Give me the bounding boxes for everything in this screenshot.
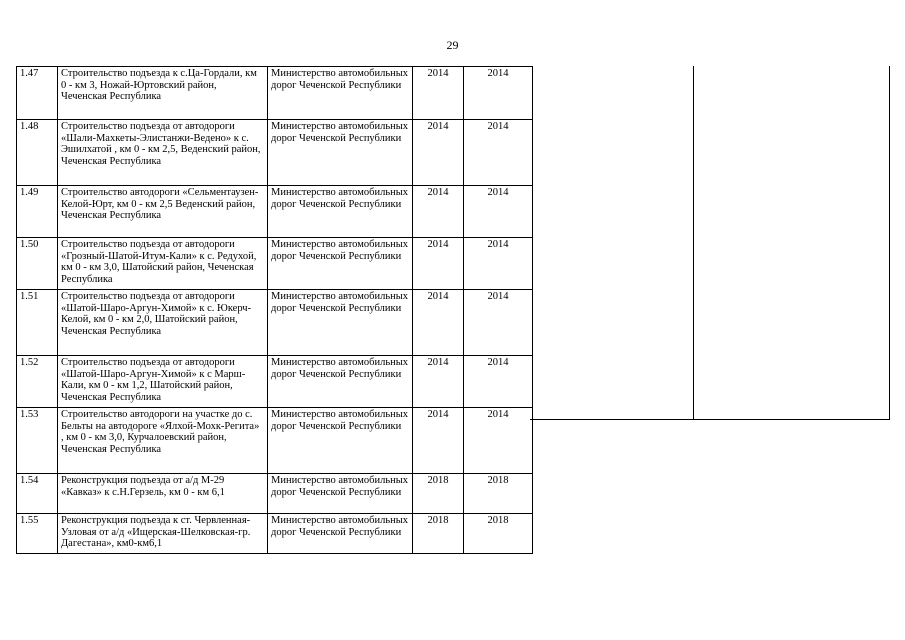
end-year: 2014 [464,408,533,474]
executor: Министерство автомобильных дорог Чеченской Республики [268,120,413,186]
executor: Министерство автомобильных дорог Чеченской Республики [268,408,413,474]
project-name: Реконструкция подъезда к ст. Червленная-Узловая от а/д «Ищерская-Шелковская-гр. Дагестана», км0-км6,1 [58,514,268,554]
row-number: 1.54 [17,474,58,514]
row-number: 1.48 [17,120,58,186]
row-number: 1.53 [17,408,58,474]
start-year: 2014 [413,408,464,474]
project-name: Строительство автодороги «Сельментаузен-Келой-Юрт, км 0 - км 2,5 Веденский район, Чеченская Республика [58,186,268,238]
program-table [16,66,533,554]
project-name: Реконструкция подъезда от а/д М-29 «Кавказ» к с.Н.Герзель, км 0 - км 6,1 [58,474,268,514]
start-year: 2014 [413,356,464,408]
start-year: 2018 [413,514,464,554]
end-year: 2014 [464,120,533,186]
end-year: 2018 [464,514,533,554]
table-row [17,514,533,554]
executor: Министерство автомобильных дорог Чеченской Республики [268,238,413,290]
row-number: 1.47 [17,67,58,120]
executor: Министерство автомобильных дорог Чеченской Республики [268,514,413,554]
start-year: 2014 [413,120,464,186]
project-name: Строительство подъезда к с.Ца-Гордали, км 0 - км 3, Ножай-Юртовский район, Чеченская Республика [58,67,268,120]
executor: Министерство автомобильных дорог Чеченской Республики [268,356,413,408]
table-row [17,356,533,408]
table-row [17,408,533,474]
table-row [17,290,533,356]
table-row [17,67,533,120]
row-number: 1.52 [17,356,58,408]
column-divider [693,66,694,420]
executor: Министерство автомобильных дорог Чеченской Республики [268,290,413,356]
page-number: 29 [446,38,459,52]
start-year: 2018 [413,474,464,514]
end-year: 2014 [464,67,533,120]
end-year: 2018 [464,474,533,514]
table-row [17,120,533,186]
row-number: 1.55 [17,514,58,554]
row-number: 1.51 [17,290,58,356]
empty-columns-frame [530,66,890,420]
table-row [17,238,533,290]
start-year: 2014 [413,238,464,290]
executor: Министерство автомобильных дорог Чеченской Республики [268,474,413,514]
project-name: Строительство подъезда от автодороги «Шатой-Шаро-Аргун-Химой» к с. Юкерч-Келой, км 0 - км 2,0, Шатойский район, Чеченская Республика [58,290,268,356]
project-name: Строительство подъезда от автодороги «Шатой-Шаро-Аргун-Химой» к с Марш-Кали, км 0 - км 1,2, Шатойский район, Чеченская Республика [58,356,268,408]
project-name: Строительство автодороги на участке до с. Бельты на автодороге «Ялхой-Мохк-Регита» , км 0 - км 3,0, Курчалоевский район, Чеченская Республика [58,408,268,474]
executor: Министерство автомобильных дорог Чеченской Республики [268,186,413,238]
start-year: 2014 [413,67,464,120]
project-name: Строительство подъезда от автодороги «Шали-Махкеты-Элистанжи-Ведено» к с. Эшилхатой , км 0 - км 2,5, Веденский район, Чеченская Республика [58,120,268,186]
end-year: 2014 [464,186,533,238]
row-number: 1.49 [17,186,58,238]
table-row [17,474,533,514]
start-year: 2014 [413,290,464,356]
project-name: Строительство подъезда от автодороги «Грозный-Шатой-Итум-Кали» к с. Редухой, км 0 - км 3,0, Шатойский район, Чеченская Республика [58,238,268,290]
start-year: 2014 [413,186,464,238]
end-year: 2014 [464,290,533,356]
end-year: 2014 [464,356,533,408]
end-year: 2014 [464,238,533,290]
table-row [17,186,533,238]
row-number: 1.50 [17,238,58,290]
executor: Министерство автомобильных дорог Чеченской Республики [268,67,413,120]
